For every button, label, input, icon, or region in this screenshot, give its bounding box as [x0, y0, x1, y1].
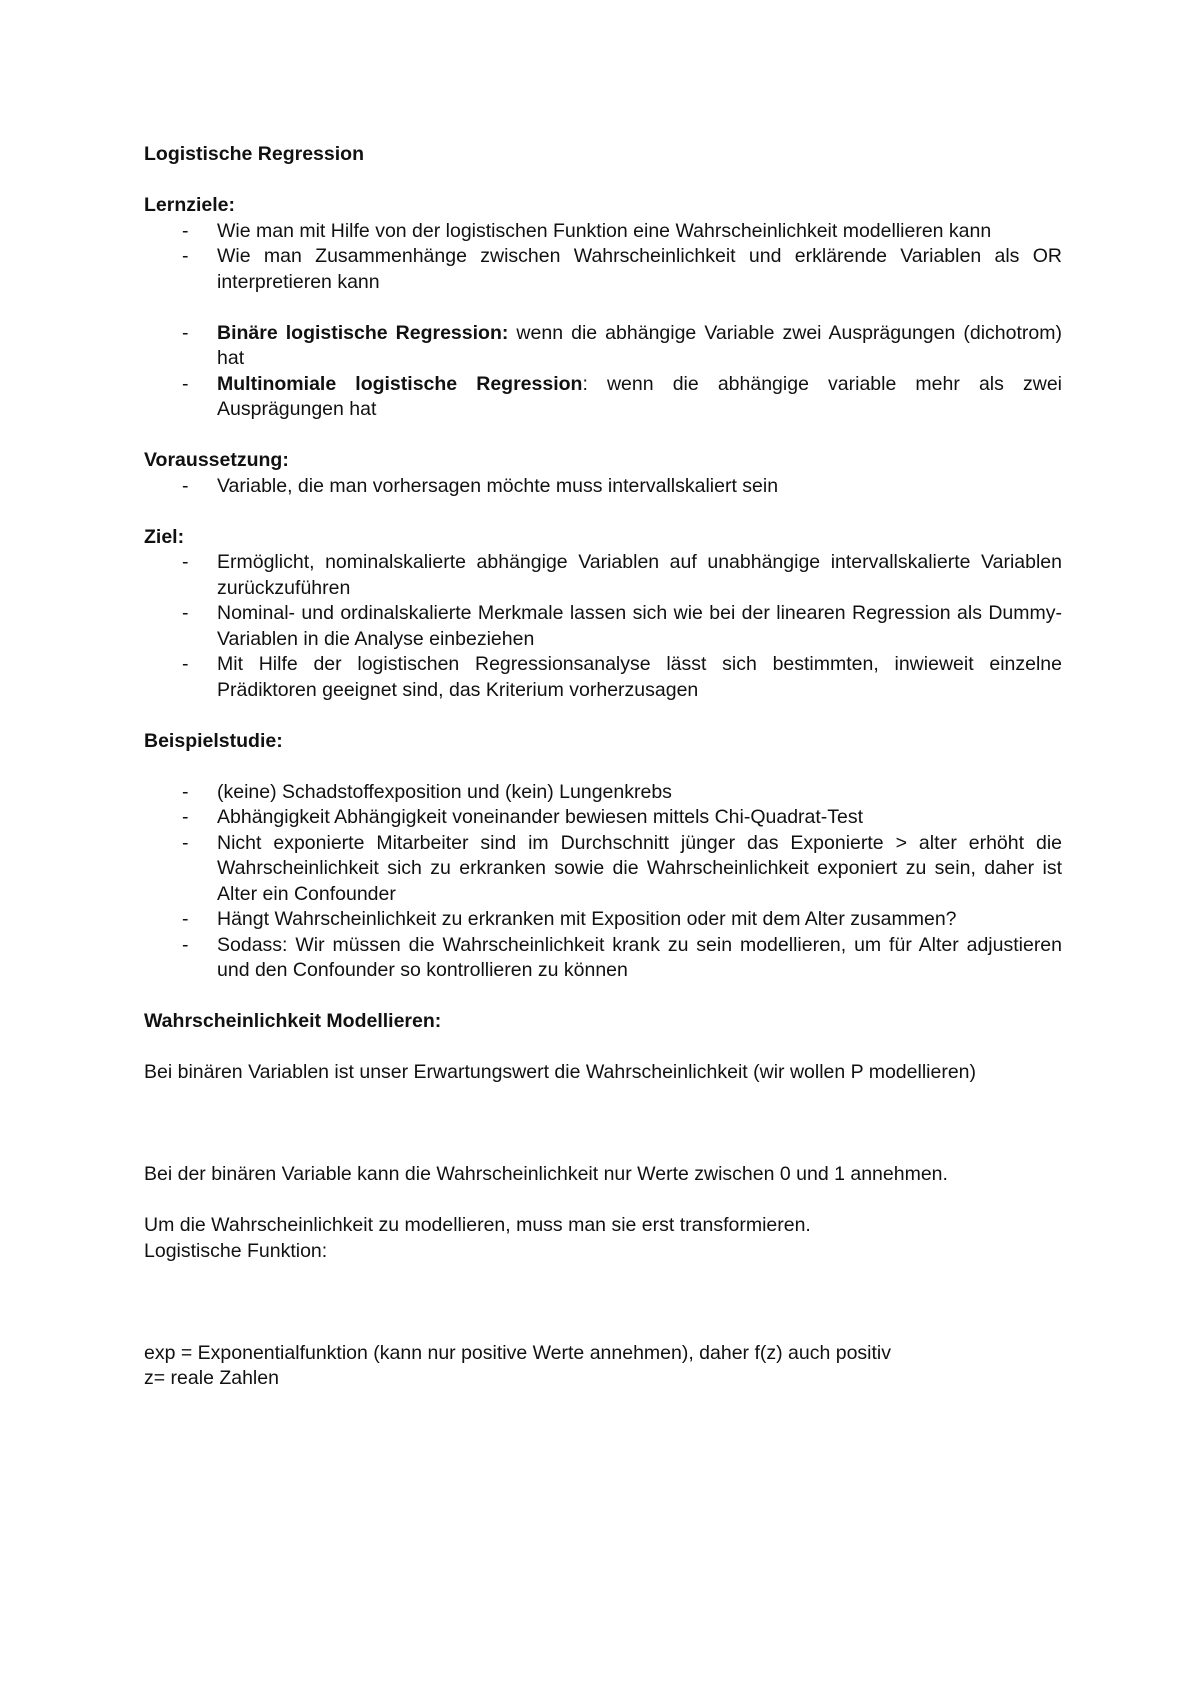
paragraph-transformieren: Um die Wahrscheinlichkeit zu modellieren, muss man sie erst transformieren. — [144, 1214, 811, 1236]
term-binaer-text: wenn die abhängige Variable zwei Ausprägungen (dichotrom) hat — [217, 321, 1062, 369]
list-item: - Wie man mit Hilfe von der logistischen Funktion eine Wahrscheinlichkeit modellieren kann — [144, 219, 1062, 245]
spacer — [144, 1315, 1062, 1341]
list-item — [144, 321, 1062, 372]
list-item: - Abhängigkeit Abhängigkeit voneinander bewiesen mittels Chi-Quadrat-Test — [144, 805, 1062, 831]
paragraph-z: z= reale Zahlen — [144, 1367, 279, 1389]
paragraph-wertebereich: Bei der binären Variable kann die Wahrscheinlichkeit nur Werte zwischen 0 und 1 annehmen. — [144, 1163, 948, 1185]
spacer — [144, 1137, 1062, 1163]
list-item: - Nicht exponierte Mitarbeiter sind im Durchschnitt jünger das Exponierte > alter erhöht die Wahrscheinlichkeit sich zu erkranken sowie die Wahrscheinlichkeit exponiert zu sein, daher ist Alter ein Confounder — [144, 831, 1062, 908]
beispielstudie-list — [144, 780, 1062, 984]
spacer — [144, 1290, 1062, 1316]
list-item: - Nominal- und ordinalskalierte Merkmale lassen sich wie bei der linearen Regression als Dummy-Variablen in die Analyse einbeziehen — [144, 601, 1062, 652]
ziel-list — [144, 550, 1062, 703]
term-multinomial-text: : wenn die abhängige variable mehr als zwei Ausprägungen hat — [217, 372, 1062, 420]
spacer — [144, 1086, 1062, 1112]
paragraph-logistische-funktion: Logistische Funktion: — [144, 1239, 328, 1262]
spacer — [144, 703, 1062, 729]
voraussetzung-list — [144, 474, 1062, 500]
spacer — [144, 295, 1062, 321]
spacer — [144, 168, 1062, 194]
list-item: - Ermöglicht, nominalskalierte abhängige Variablen auf unabhängige intervallskalierte Variablen zurückzuführen — [144, 550, 1062, 601]
spacer — [144, 1111, 1062, 1137]
document-content — [144, 142, 1062, 1392]
spacer — [144, 1264, 1062, 1290]
list-item: - Mit Hilfe der logistischen Regressionsanalyse lässt sich bestimmten, inwieweit einzelne Prädiktoren geeignet sind, das Kriterium vorherzusagen — [144, 652, 1062, 703]
beispielstudie-heading: Beispielstudie: — [144, 729, 283, 752]
term-binaer: Binäre logistische Regression: — [217, 321, 509, 344]
list-item — [144, 372, 1062, 423]
regression-types-list — [144, 321, 1062, 423]
list-item: - Variable, die man vorhersagen möchte muss intervallskaliert sein — [144, 474, 1062, 500]
spacer — [144, 1035, 1062, 1061]
spacer — [144, 984, 1062, 1010]
ziel-heading: Ziel: — [144, 525, 185, 548]
document-title: Logistische Regression — [144, 143, 364, 165]
list-item: - (keine) Schadstoffexposition und (kein) Lungenkrebs — [144, 780, 1062, 806]
voraussetzung-heading: Voraussetzung: — [144, 449, 289, 471]
lernziele-list — [144, 219, 1062, 296]
paragraph-exp: exp = Exponentialfunktion (kann nur positive Werte annehmen), daher f(z) auch positiv — [144, 1341, 892, 1364]
spacer — [144, 499, 1062, 525]
lernziele-heading: Lernziele: — [144, 194, 236, 216]
paragraph-erwartungswert: Bei binären Variablen ist unser Erwartungswert die Wahrscheinlichkeit (wir wollen P modellieren) — [144, 1061, 977, 1083]
spacer — [144, 1188, 1062, 1214]
modellieren-heading: Wahrscheinlichkeit Modellieren: — [144, 1010, 442, 1032]
spacer — [144, 754, 1062, 780]
list-item: - Hängt Wahrscheinlichkeit zu erkranken mit Exposition oder mit dem Alter zusammen? — [144, 907, 1062, 933]
term-multinomial: Multinomiale logistische Regression — [217, 372, 583, 395]
list-item: - Wie man Zusammenhänge zwischen Wahrscheinlichkeit und erklärende Variablen als OR interpretieren kann — [144, 244, 1062, 295]
list-item: - Sodass: Wir müssen die Wahrscheinlichkeit krank zu sein modellieren, um für Alter adjustieren und den Confounder so kontrollieren zu können — [144, 933, 1062, 984]
spacer — [144, 423, 1062, 449]
